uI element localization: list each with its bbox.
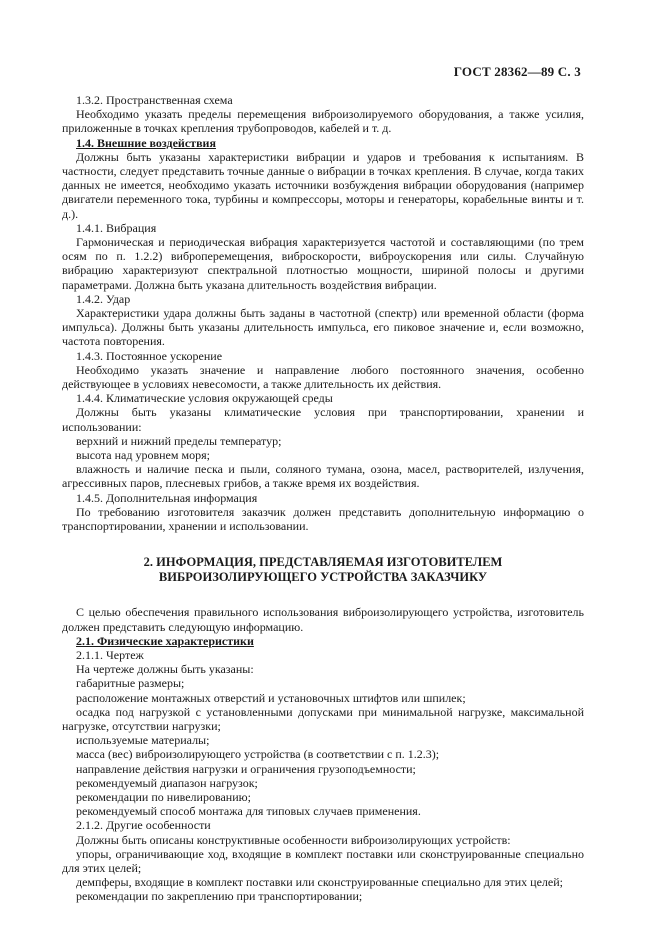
paragraph: Необходимо указать пределы перемещения виброизолируемого оборудования, а также усилия, приложенные в точках крепления трубопроводов, кабелей и т. д. <box>62 107 584 136</box>
paragraph: Должны быть указаны характеристики вибрации и ударов и требования к испытаниям. В частности, следует представить точные данные о вибрации в точках крепления. В случае, когда таких данных не имеется, необходимо указать источники возбуждения вибрации оборудования (например двигатели переменного тока, турбины и компрессоры, моторы и генераторы, корабельные винты и т. д.). <box>62 149 584 221</box>
paragraph: Необходимо указать значение и направление любого постоянного значения, особенно действующее в условиях невесомости, а также длительность их действия. <box>62 362 584 392</box>
chapter-title-line-1: 2. ИНФОРМАЦИЯ, ПРЕДСТАВЛЯЕМАЯ ИЗГОТОВИТЕЛЕМ <box>143 555 503 570</box>
list-item: габаритные размеры; <box>76 676 185 691</box>
list-item: рекомендации по закреплению при транспортировании; <box>76 889 363 904</box>
list-item: упоры, ограничивающие ход, входящие в комплект поставки или сконструированные специально для этих целей; <box>62 846 584 875</box>
paragraph: 1.4.3. Постоянное ускорение <box>76 348 223 363</box>
list-item: верхний и нижний пределы температур; <box>76 433 282 448</box>
paragraph: 1.3.2. Пространственная схема <box>76 93 233 107</box>
list-item: рекомендации по нивелированию; <box>76 789 251 804</box>
chapter-title-line-2: ВИБРОИЗОЛИРУЮЩЕГО УСТРОЙСТВА ЗАКАЗЧИКУ <box>158 570 488 585</box>
paragraph: Должны быть указаны климатические условия при транспортировании, хранении и использовании: <box>62 405 584 434</box>
list-item: рекомендуемый способ монтажа для типовых случаев применения. <box>76 804 421 819</box>
paragraph: 2.1.1. Чертеж <box>76 647 144 662</box>
page-header: ГОСТ 28362—89 С. 3 <box>453 64 581 79</box>
paragraph: Должны быть описаны конструктивные особенности виброизолирующих устройств: <box>76 832 511 847</box>
paragraph: С целью обеспечения правильного использования виброизолирующего устройства, изготовитель должен представить следующую информацию. <box>62 605 584 634</box>
list-item: используемые материалы; <box>76 733 210 748</box>
document-body <box>62 93 584 904</box>
paragraph: По требованию изготовителя заказчик должен представить дополнительную информацию о транспортировании, хранении и использовании. <box>62 504 584 534</box>
paragraph: 1.4.2. Удар <box>76 291 131 306</box>
list-item: высота над уровнем моря; <box>76 448 210 463</box>
list-item: осадка под нагрузкой с установленными допусками при минимальной нагрузке, максимальной нагрузке, отсутствии нагрузки; <box>62 704 584 733</box>
list-item: масса (вес) виброизолирующего устройства (в соответствии с п. 1.2.3); <box>76 747 440 762</box>
paragraph: Гармоническая и периодическая вибрация характеризуется частотой и составляющими (по трем осям по п. 1.2.2) виброперемещения, виброскорости, виброускорения или силы. Случайную вибрацию характеризуют спектральной плотностью мощности, шириной полосы и другими параметрами. Должна быть указана длительность воздействия вибрации. <box>62 235 584 292</box>
paragraph: На чертеже должны быть указаны: <box>76 662 254 677</box>
paragraph: 1.4.4. Климатические условия окружающей среды <box>76 391 333 406</box>
chapter-title <box>62 555 584 585</box>
list-item: демпферы, входящие в комплект поставки или сконструированные специально для этих целей; <box>76 875 564 890</box>
paragraph: Характеристики удара должны быть заданы в частотной (спектр) или временной области (форма импульса). Должны быть указаны длительность импульса, его пиковое значение и, если возможно, частота повторения. <box>62 306 584 349</box>
list-item: направление действия нагрузки и ограничения грузоподъемности; <box>76 761 416 776</box>
list-item: влажность и наличие песка и пыли, соляного тумана, озона, масел, растворителей, излучения, агрессивных паров, плесневых грибов, а также время их воздействия. <box>62 462 584 491</box>
list-item: расположение монтажных отверстий и установочных штифтов или шпилек; <box>76 690 466 705</box>
list-item: рекомендуемый диапазон нагрузок; <box>76 775 258 790</box>
paragraph: 1.4.1. Вибрация <box>76 220 157 235</box>
section-heading: 2.1. Физические характеристики <box>76 633 254 648</box>
section-heading: 1.4. Внешние воздействия <box>76 135 216 150</box>
paragraph: 1.4.5. Дополнительная информация <box>76 490 258 505</box>
paragraph: 2.1.2. Другие особенности <box>76 818 211 833</box>
